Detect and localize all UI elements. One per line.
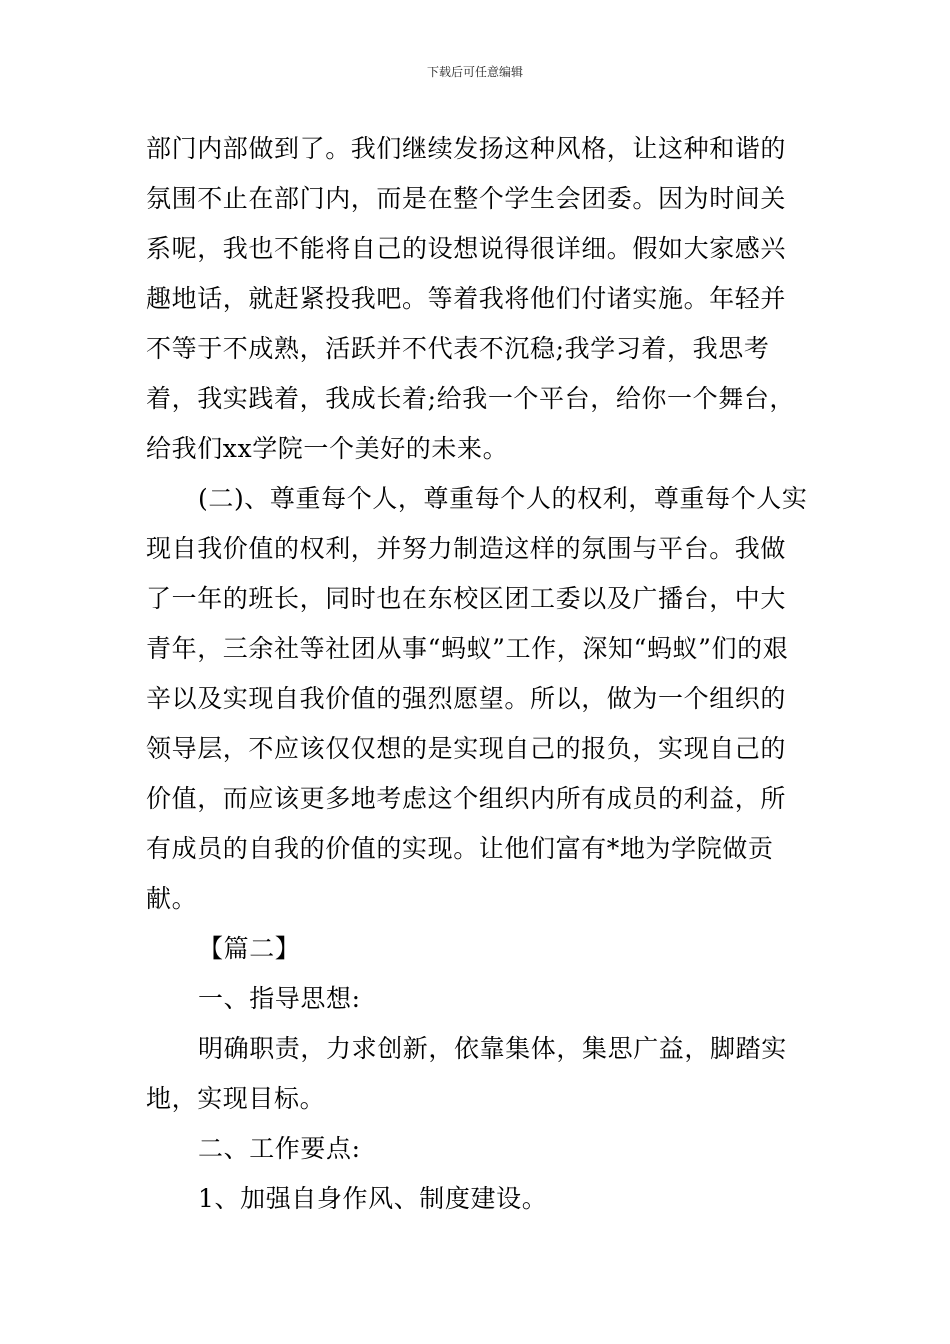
paragraph-continuation: 部门内部做到了。我们继续发扬这种风格，让这种和谐的氛围不止在部门内，而是在整个学生会团委。因为时间关系呢，我也不能将自己的设想说得很详细。假如大家感兴趣地话，就赶紧投我吧。等着我将他们付诸实施。年轻并不等于不成熟，活跃并不代表不沉稳;我学习着，我思考着，我实践着，我成长着;给我一个平台，给你一个舞台，给我们xx学院一个美好的未来。: [146, 134, 796, 463]
list-item-work-point-1: 1、加强自身作风、制度建设。: [198, 1184, 548, 1213]
page-header-note: 下载后可任意编辑: [426, 65, 523, 79]
heading-work-points: 二、工作要点:: [198, 1134, 361, 1163]
section-heading-part-two: 【篇二】: [198, 934, 301, 963]
document-body: [146, 124, 808, 1224]
paragraph-guiding-thought: 明确职责，力求创新，依靠集体，集思广益，脚踏实地，实现目标。: [146, 1034, 787, 1113]
paragraph-respect-everyone: (二)、尊重每个人，尊重每个人的权利，尊重每个人实现自我价值的权利，并努力制造这样的氛围与平台。我做了一年的班长，同时也在东校区团工委以及广播台，中大青年，三余社等社团从事“蚂蚁”工作，深知“蚂蚁”们的艰辛以及实现自我价值的强烈愿望。所以，做为一个组织的领导层，不应该仅仅想的是实现自己的报负，实现自己的价值，而应该更多地考虑这个组织内所有成员的利益，所有成员的自我的价值的实现。让他们富有*地为学院做贡献。: [146, 484, 808, 913]
heading-guiding-thought: 一、指导思想:: [198, 984, 361, 1013]
